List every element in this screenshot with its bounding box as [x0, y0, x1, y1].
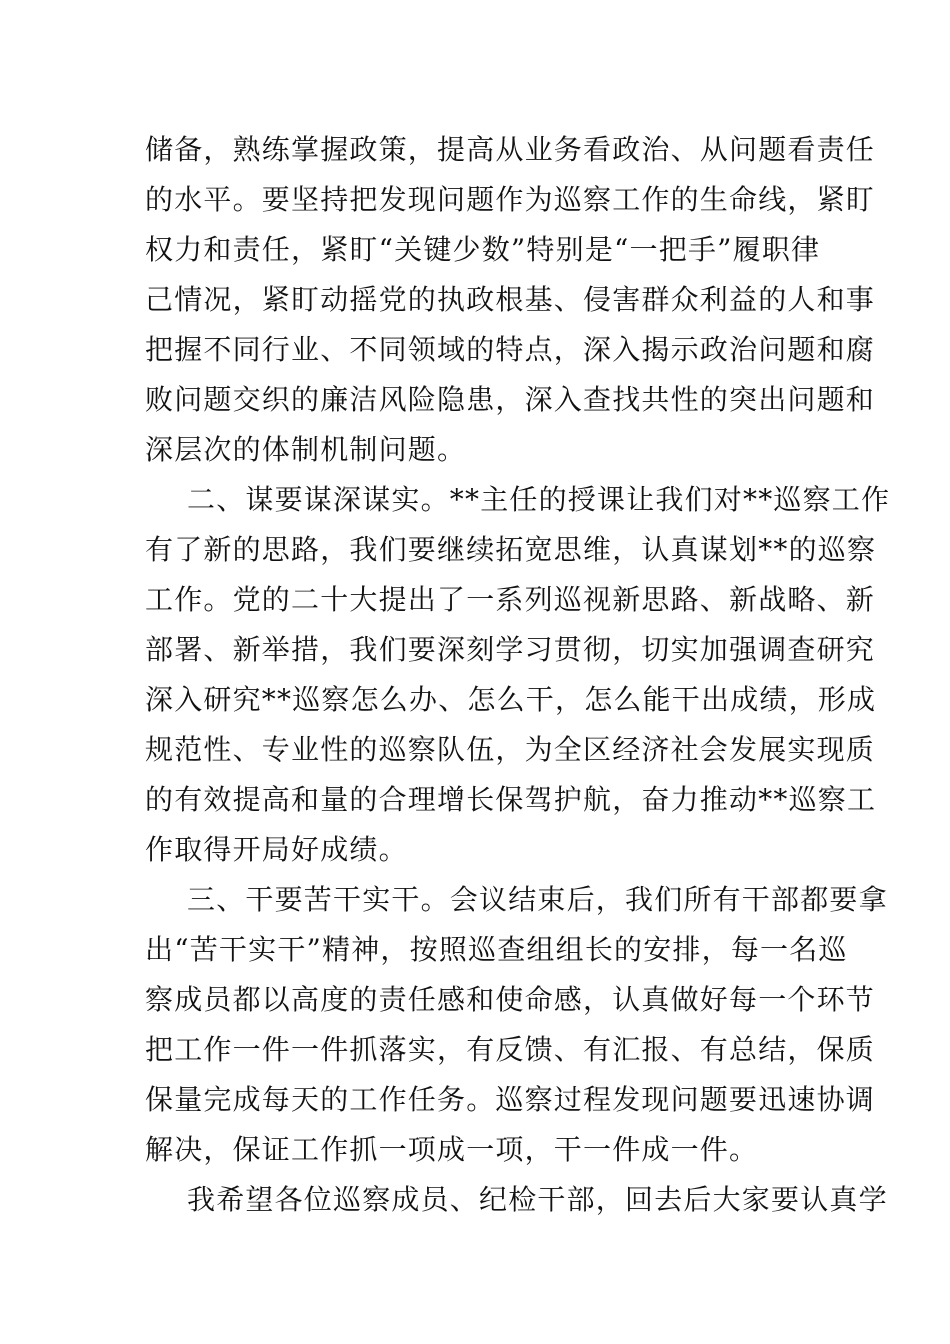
text-line: 把工作一件一件抓落实，有反馈、有汇报、有总结，保质 — [145, 1033, 876, 1066]
text-line: 作取得开局好成绩。 — [145, 833, 408, 866]
text-line: 储备，熟练掌握政策，提高从业务看政治、从问题看责任 — [145, 133, 876, 166]
text-line: 败问题交织的廉洁风险隐患，深入查找共性的突出问题和 — [145, 383, 876, 416]
text-line: 有了新的思路，我们要继续拓宽思维，认真谋划**的巡察 — [145, 533, 877, 566]
text-line: 部署、新举措，我们要深刻学习贯彻，切实加强调查研究 — [145, 633, 876, 666]
text-line: 三、干要苦干实干。会议结束后，我们所有干部都要拿 — [187, 883, 888, 916]
text-line: 我希望各位巡察成员、纪检干部，回去后大家要认真学 — [187, 1183, 888, 1216]
text-line: 保量完成每天的工作任务。巡察过程发现问题要迅速协调 — [145, 1083, 876, 1116]
text-line: 解决，保证工作抓一项成一项，干一件成一件。 — [145, 1133, 759, 1166]
text-line: 己情况，紧盯动摇党的执政根基、侵害群众利益的人和事 — [145, 283, 876, 316]
text-line: 规范性、专业性的巡察队伍，为全区经济社会发展实现质 — [145, 733, 876, 766]
text-line: 深入研究**巡察怎么办、怎么干，怎么能干出成绩，形成 — [145, 683, 877, 716]
text-line: 出“苦干实干”精神，按照巡查组组长的安排，每一名巡 — [145, 933, 848, 966]
text-line: 的有效提高和量的合理增长保驾护航，奋力推动**巡察工 — [145, 783, 877, 816]
text-line: 把握不同行业、不同领域的特点，深入揭示政治问题和腐 — [145, 333, 876, 366]
text-line: 工作。党的二十大提出了一系列巡视新思路、新战略、新 — [145, 583, 876, 616]
text-line: 察成员都以高度的责任感和使命感，认真做好每一个环节 — [145, 983, 876, 1016]
text-line: 权力和责任，紧盯“关键少数”特别是“一把手”履职律 — [145, 233, 821, 266]
text-line: 的水平。要坚持把发现问题作为巡察工作的生命线，紧盯 — [145, 183, 876, 216]
text-line: 二、谋要谋深谋实。**主任的授课让我们对**巡察工作 — [187, 483, 891, 516]
text-line: 深层次的体制机制问题。 — [145, 433, 467, 466]
